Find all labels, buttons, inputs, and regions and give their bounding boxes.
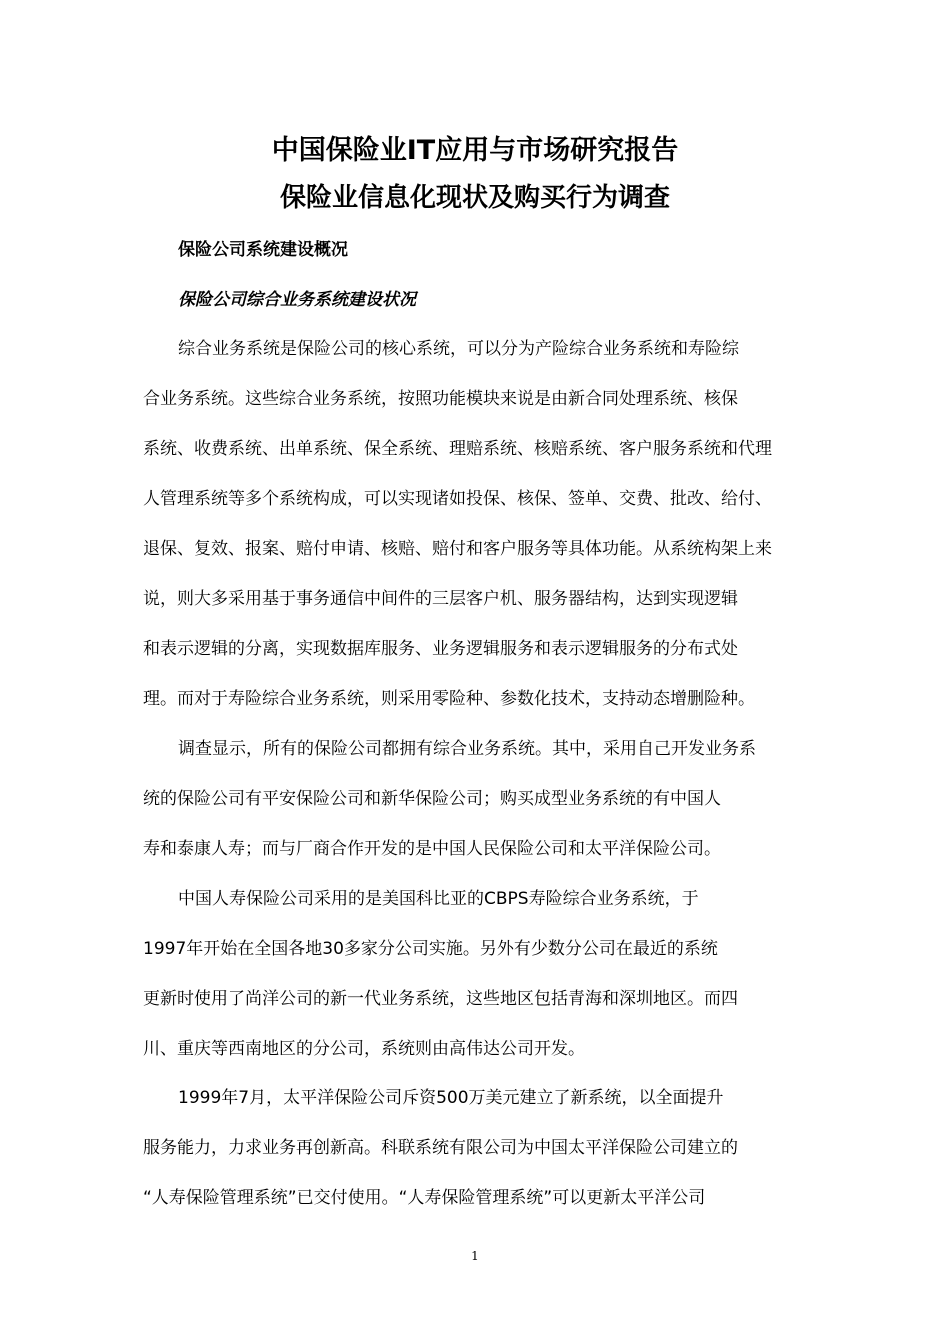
- paragraph-line: 川、重庆等西南地区的分公司，系统则由高伟达公司开发。: [143, 1039, 585, 1059]
- page-number: 1: [471, 1249, 479, 1263]
- paragraph-line: 和表示逻辑的分离，实现数据库服务、业务逻辑服务和表示逻辑服务的分布式处: [143, 639, 738, 659]
- paragraph-line: 服务能力，力求业务再创新高。科联系统有限公司为中国太平洋保险公司建立的: [143, 1138, 738, 1158]
- paragraph-line: 合业务系统。这些综合业务系统，按照功能模块来说是由新合同处理系统、核保: [143, 389, 738, 409]
- paragraph-line: 寿和泰康人寿；而与厂商合作开发的是中国人民保险公司和太平洋保险公司。: [143, 839, 721, 859]
- paragraph-line: 理。而对于寿险综合业务系统，则采用零险种、参数化技术，支持动态增删险种。: [143, 689, 755, 709]
- paragraph-line: 说，则大多采用基于事务通信中间件的三层客户机、服务器结构，达到实现逻辑: [143, 589, 738, 609]
- paragraph-line: 1999年7月，太平洋保险公司斥资500万美元建立了新系统，以全面提升: [178, 1088, 724, 1108]
- section-heading: 保险公司系统建设概况: [178, 240, 348, 260]
- paragraph-line: 人管理系统等多个系统构成，可以实现诸如投保、核保、签单、交费、批改、给付、: [143, 489, 772, 509]
- paragraph-line: 综合业务系统是保险公司的核心系统，可以分为产险综合业务系统和寿险综: [178, 339, 739, 359]
- paragraph-line: 系统、收费系统、出单系统、保全系统、理赔系统、核赔系统、客户服务系统和代理: [143, 439, 772, 459]
- paragraph-line: “人寿保险管理系统”已交付使用。“人寿保险管理系统”可以更新太平洋公司: [143, 1188, 706, 1208]
- paragraph-2: [143, 724, 823, 874]
- paragraph-line: 退保、复效、报案、赔付申请、核赔、赔付和客户服务等具体功能。从系统构架上来: [143, 539, 772, 559]
- paragraph-line: 调查显示，所有的保险公司都拥有综合业务系统。其中，采用自己开发业务系: [178, 739, 756, 759]
- paragraph-line: 更新时使用了尚洋公司的新一代业务系统，这些地区包括青海和深圳地区。而四: [143, 989, 738, 1009]
- paragraph-1: [143, 324, 823, 724]
- paragraph-3: [143, 874, 823, 1074]
- paragraph-line: 中国人寿保险公司采用的是美国科比亚的CBPS寿险综合业务系统，于: [178, 889, 699, 909]
- subsection-heading: 保险公司综合业务系统建设状况: [178, 290, 416, 310]
- paragraph-line: 1997年开始在全国各地30多家分公司实施。另外有少数分公司在最近的系统: [143, 939, 718, 959]
- paragraph-4: [143, 1073, 823, 1223]
- paragraph-line: 统的保险公司有平安保险公司和新华保险公司；购买成型业务系统的有中国人: [143, 789, 721, 809]
- document-title: 中国保险业IT应用与市场研究报告: [271, 135, 679, 166]
- document-subtitle: 保险业信息化现状及购买行为调查: [279, 183, 670, 213]
